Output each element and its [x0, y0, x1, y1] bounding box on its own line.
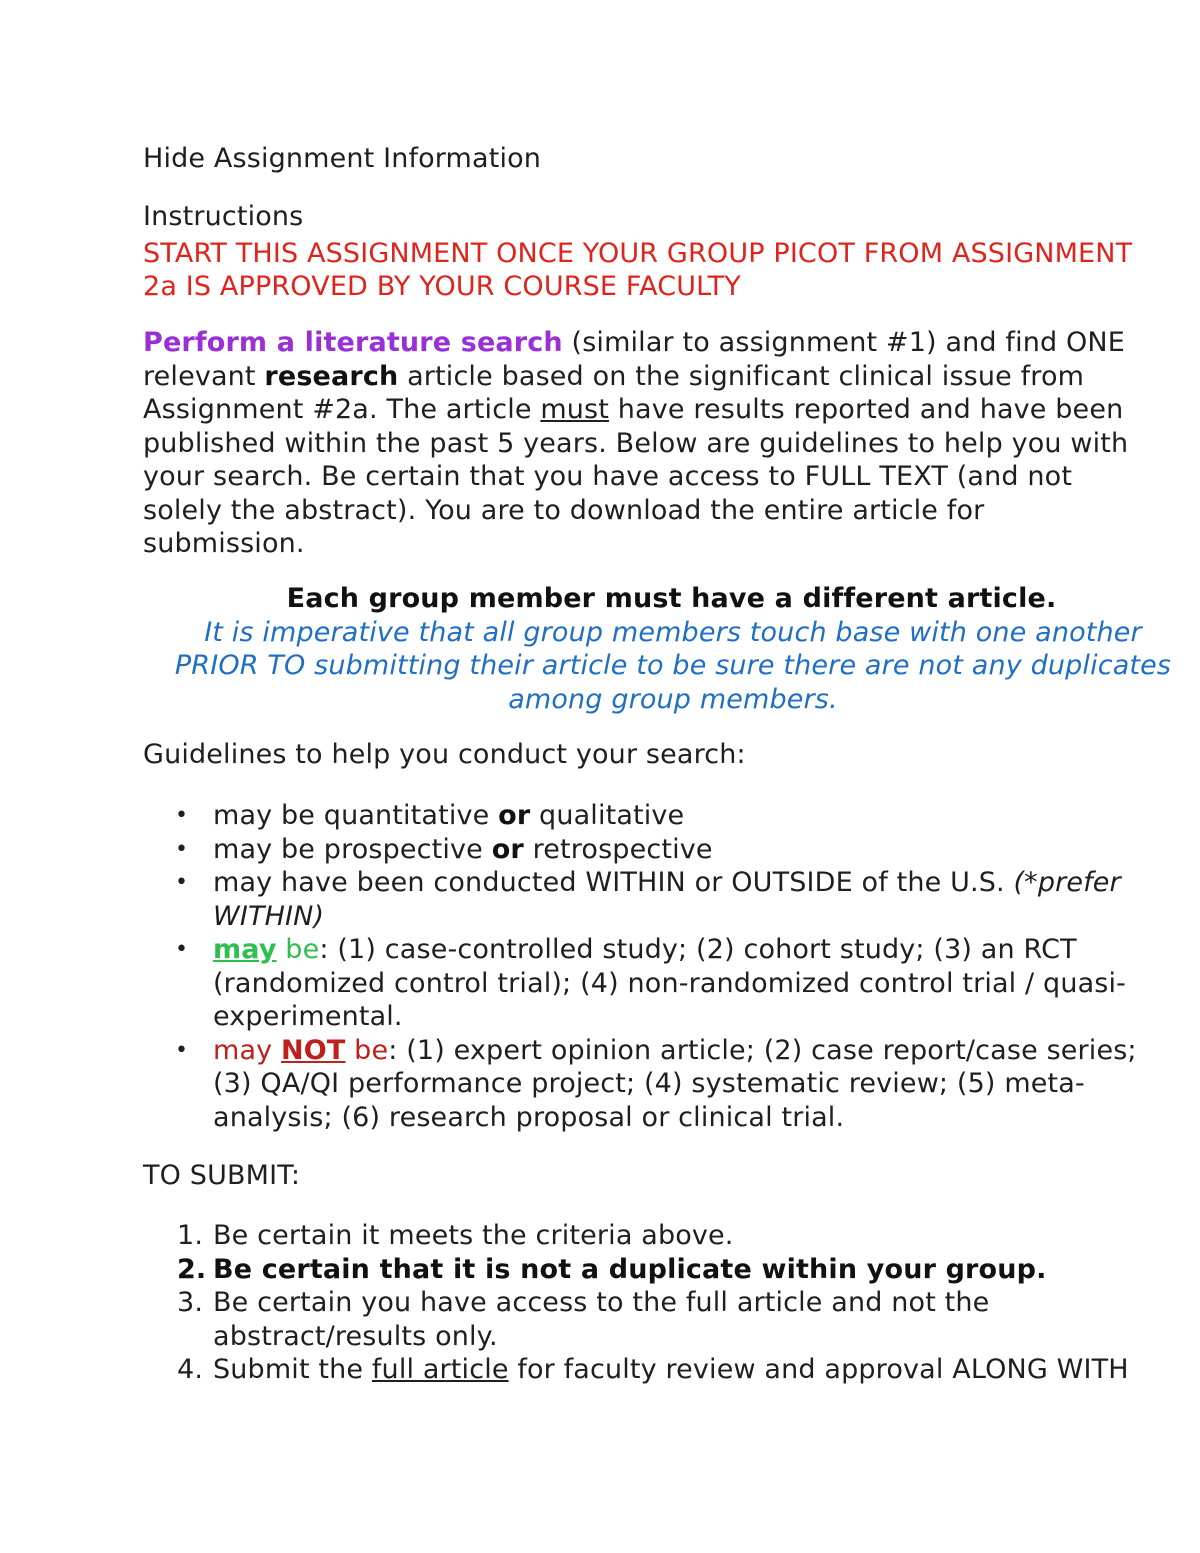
- bullet-icon: •: [175, 836, 189, 862]
- intro-l2-rest: article based on the significant clinical issue from: [398, 360, 1085, 392]
- guide-2-bold: or: [491, 833, 524, 865]
- guide-5-line-2: (3) QA/QI performance project; (4) systematic review; (5) meta-: [213, 1068, 1085, 1099]
- guidelines-list: [143, 799, 1200, 1134]
- guide-4-be: be: [276, 934, 320, 965]
- submit-num-3: 3.: [177, 1287, 204, 1318]
- intro-line-2: [143, 360, 1200, 394]
- intro-line-3: [143, 393, 1200, 427]
- intro-line-5: your search. Be certain that you have access to FULL TEXT (and not: [143, 461, 1073, 492]
- intro-line-6: solely the abstract). You are to download the entire article for: [143, 494, 985, 526]
- bullet-icon: •: [175, 870, 189, 895]
- guidelines-title: Guidelines to help you conduct your search:: [143, 739, 746, 770]
- guide-5-be: be: [345, 1034, 389, 1066]
- intro-l2-pre: relevant: [143, 360, 265, 392]
- list-item: [143, 799, 1200, 833]
- guide-4-line-3: experimental.: [213, 1001, 403, 1032]
- guide-2-pre: may be prospective: [213, 833, 492, 865]
- guide-2-post: retrospective: [523, 833, 713, 865]
- submit-list: [143, 1219, 1200, 1387]
- intro-lead: Perform a literature search: [143, 327, 563, 358]
- intro-line-7: submission.: [143, 528, 305, 559]
- notice-line-1: It is imperative that all group members touch base with one another: [204, 616, 1142, 648]
- instructions-label: Instructions: [143, 201, 304, 232]
- notice-line-2: PRIOR TO submitting their article to be sure there are not any duplicates: [174, 650, 1172, 681]
- guide-4-line-2: (randomized control trial); (4) non-randomized control trial / quasi-: [213, 967, 1127, 999]
- submit-num-2: 2.: [177, 1253, 207, 1285]
- submit-num-1: 1.: [177, 1220, 204, 1251]
- list-item: [143, 1353, 1200, 1387]
- guide-5-may: may: [213, 1034, 282, 1066]
- intro-l3-rest: have results reported and have been: [609, 394, 1124, 425]
- warning-line-1: START THIS ASSIGNMENT ONCE YOUR GROUP PICOT FROM ASSIGNMENT: [143, 238, 1133, 269]
- guide-3-italic-1: (*prefer: [1013, 867, 1121, 898]
- list-item: [143, 833, 1200, 867]
- intro-l3-underline: must: [540, 394, 610, 425]
- list-item: [143, 1219, 1200, 1253]
- intro-line-4: published within the past 5 years. Below are guidelines to help you with: [143, 427, 1129, 459]
- submit-step-3-line-1: Be certain you have access to the full article and not the: [213, 1287, 990, 1318]
- submit-step-1: Be certain it meets the criteria above.: [213, 1220, 734, 1251]
- warning-line-2: 2a IS APPROVED BY YOUR COURSE FACULTY: [143, 271, 741, 302]
- guide-3-line-1: may have been conducted WITHIN or OUTSIDE of the U.S.: [213, 867, 1014, 898]
- list-item: [143, 933, 1200, 1034]
- submit-step-4-underline: full article: [371, 1354, 509, 1385]
- bullet-icon: •: [175, 1037, 189, 1063]
- intro-line-1: [143, 326, 1200, 360]
- guide-4-may: may: [213, 934, 277, 965]
- submit-step-4-post: for faculty review and approval ALONG WITH: [508, 1354, 1129, 1385]
- submit-step-3-line-2: abstract/results only.: [213, 1320, 498, 1352]
- guide-1-pre: may be quantitative: [213, 800, 499, 831]
- intro-l1-rest: (similar to assignment #1) and find ONE: [562, 327, 1125, 358]
- list-item: [143, 866, 1200, 933]
- hide-assignment-info-link[interactable]: Hide Assignment Information: [143, 143, 542, 174]
- guide-4-line-1: : (1) case-controlled study; (2) cohort study; (3) an RCT: [319, 934, 1077, 965]
- bullet-icon: •: [175, 803, 189, 828]
- submit-step-2: Be certain that it is not a duplicate within your group.: [213, 1253, 1047, 1285]
- submit-step-4-pre: Submit the: [213, 1354, 372, 1385]
- guide-1-post: qualitative: [530, 800, 685, 831]
- intro-l3-pre: Assignment #2a. The article: [143, 394, 541, 425]
- notice-block: [143, 582, 1200, 716]
- guide-3-italic-2: WITHIN): [213, 900, 325, 932]
- guide-5-not: NOT: [281, 1034, 346, 1066]
- list-item: [143, 1286, 1200, 1353]
- guide-5-line-1: : (1) expert opinion article; (2) case report/case series;: [388, 1034, 1137, 1066]
- guide-1-bold: or: [498, 800, 531, 831]
- guide-5-line-3: analysis; (6) research proposal or clinical trial.: [213, 1101, 845, 1133]
- intro-l2-bold: research: [264, 360, 399, 392]
- submit-num-4: 4.: [177, 1354, 204, 1385]
- bullet-icon: •: [175, 937, 189, 962]
- submit-title: TO SUBMIT:: [143, 1160, 301, 1191]
- notice-heading: Each group member must have a different article.: [286, 583, 1057, 614]
- list-item: [143, 1034, 1200, 1135]
- intro-paragraph: [143, 326, 1200, 561]
- notice-line-3: among group members.: [508, 683, 838, 715]
- list-item: [143, 1253, 1200, 1287]
